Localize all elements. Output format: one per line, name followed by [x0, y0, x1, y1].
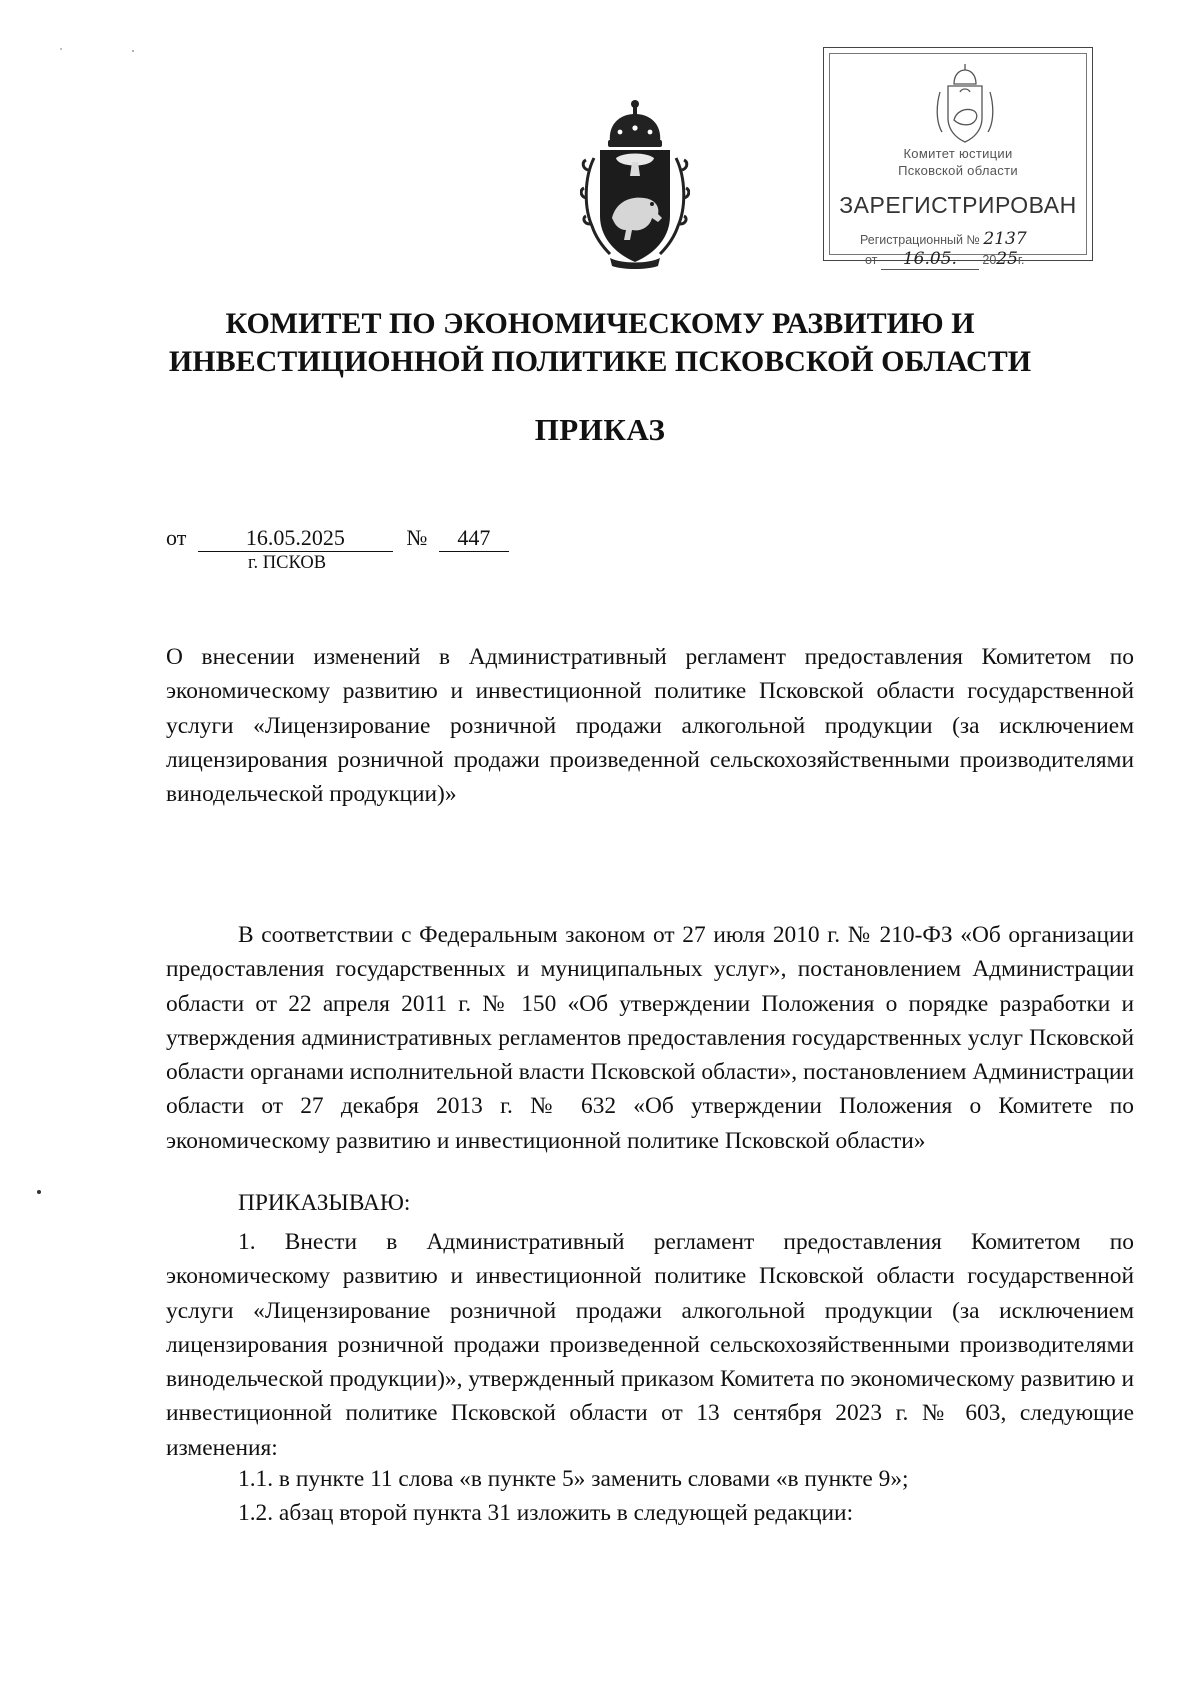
- stamp-year-prefix: 20: [982, 253, 997, 267]
- stamp-status: ЗАРЕГИСТРИРОВАН: [839, 192, 1077, 218]
- order-date-number-row: [166, 525, 509, 552]
- scan-speck: [37, 1190, 41, 1194]
- order-item-1: 1. Внести в Административный регламент предоставления Комитетом по экономическому развитию и инвестиционной политике Псковской области государственной услуги «Лицензирование розничной продажи алкогольной продукции (за исключением лицензирования розничной продажи произведенной сельскохозяйственными производителями винодельческой продукции)», утвержденный приказом Комитета по экономическому развитию и инвестиционной политике Псковской области от 13 сентября 2023 г. № 603, следующие изменения:: [166, 1229, 1134, 1461]
- order-number-prefix: №: [406, 525, 428, 550]
- stamp-inner-frame: [829, 53, 1087, 269]
- stamp-date-value: 16.05.: [881, 249, 979, 270]
- stamp-org-line2: Псковской области: [898, 163, 1018, 178]
- order-city: г. ПСКОВ: [248, 553, 327, 573]
- order-date: 16.05.2025: [198, 525, 393, 552]
- order-item-1-1: 1.1. в пункте 11 слова «в пункте 5» заменить словами «в пункте 9»;: [238, 1466, 909, 1492]
- stamp-org-line1: Комитет юстиции: [903, 146, 1013, 161]
- stamp-date-prefix: от: [865, 253, 878, 267]
- order-date-prefix: от: [166, 525, 187, 550]
- stamp-reg-label: Регистрационный №: [860, 233, 980, 247]
- stamp-emblem-icon: [934, 62, 996, 146]
- scan-speck: [60, 48, 62, 50]
- stamp-year-suffix: 25: [996, 249, 1018, 269]
- stamp-year-end: г.: [1017, 253, 1025, 267]
- order-number: 447: [439, 525, 509, 552]
- scan-speck: [132, 50, 134, 52]
- stamp-date-line: [865, 249, 1024, 270]
- order-subject: О внесении изменений в Административный регламент предоставления Комитетом по экономическому развитию и инвестиционной политике Псковской области государственной услуги «Лицензирование розничной продажи алкогольной продукции (за исключением лицензирования розничной продажи произведенной сельскохозяйственными производителями винодельческой продукции)»: [166, 644, 1134, 808]
- order-item-1-2: 1.2. абзац второй пункта 31 изложить в следующей редакции:: [238, 1500, 854, 1526]
- legal-basis-paragraph: В соответствии с Федеральным законом от 27 июля 2010 г. № 210-ФЗ «Об организации предоставления государственных и муниципальных услуг», постановлением Администрации области от 22 апреля 2011 г. № 150 «Об утверждении Положения о порядке разработки и утверждения административных регламентов предоставления государственных услуг Псковской области органами исполнительной власти Псковской области», постановлением Администрации области от 27 декабря 2013 г. № 632 «Об утверждении Положения о Комитете по экономическому развитию и инвестиционной политике Псковской области»: [166, 922, 1134, 1154]
- document-type-title: ПРИКАЗ: [534, 412, 666, 447]
- registration-stamp: [823, 47, 1093, 269]
- coat-of-arms-emblem: [580, 98, 690, 270]
- order-directive-word: ПРИКАЗЫВАЮ:: [238, 1190, 411, 1216]
- stamp-reg-number: 2137: [983, 229, 1027, 249]
- header-line1: КОМИТЕТ ПО ЭКОНОМИЧЕСКОМУ РАЗВИТИЮ И: [225, 307, 975, 340]
- committee-header: [0, 305, 1200, 381]
- stamp-reg-line: [860, 229, 1027, 249]
- header-line2: ИНВЕСТИЦИОННОЙ ПОЛИТИКЕ ПСКОВСКОЙ ОБЛАСТИ: [168, 345, 1032, 378]
